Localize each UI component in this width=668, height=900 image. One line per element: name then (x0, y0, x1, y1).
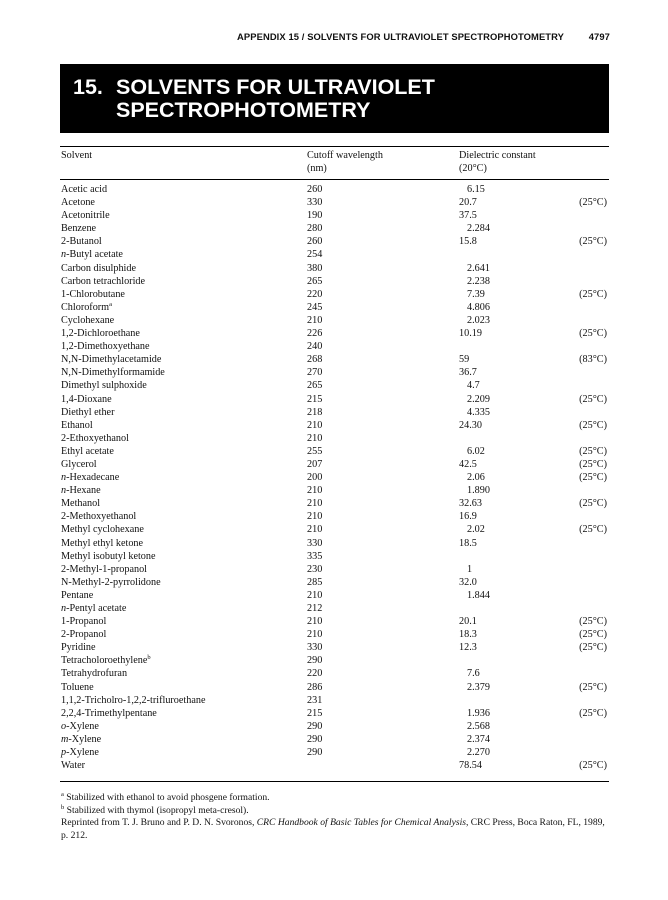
dielectric-constant: 15.8 (459, 236, 477, 248)
table-row (0, 602, 668, 615)
table-top-rule (60, 146, 609, 147)
table-row (0, 615, 668, 628)
dielectric-constant: 2.023 (467, 314, 490, 326)
dielectric-constant: 2.641 (467, 262, 490, 274)
temperature-note: (25°C) (579, 629, 607, 641)
cutoff-wavelength: 380 (307, 262, 323, 274)
solvent-name-text: Acetone (61, 197, 95, 209)
solvent-name (61, 419, 93, 432)
dielectric-constant: 1.890 (467, 485, 490, 497)
table-row (0, 209, 668, 222)
table-row (0, 314, 668, 327)
solvent-name-text: Toluene (61, 681, 94, 693)
solvent-name-text: Ethyl acetate (61, 445, 114, 457)
cutoff-wavelength: 290 (307, 655, 323, 667)
table-row (0, 550, 668, 563)
solvent-name (61, 314, 114, 327)
solvent-name (61, 262, 136, 275)
dielectric-constant: 37.5 (459, 210, 477, 222)
dielectric-constant: 2.374 (467, 733, 490, 745)
table-row (0, 523, 668, 536)
solvent-name-text: -Butyl acetate (66, 249, 123, 261)
dielectric-constant: 2.379 (467, 681, 490, 693)
dielectric-constant: 2.284 (467, 223, 490, 235)
solvent-name-text: -Xylene (66, 720, 99, 732)
table-row (0, 759, 668, 772)
dielectric-constant: 6.02 (467, 445, 485, 457)
solvent-name (61, 563, 147, 576)
cutoff-wavelength: 260 (307, 236, 323, 248)
solvent-name (61, 510, 136, 523)
cutoff-wavelength: 215 (307, 393, 323, 405)
section-title-band (60, 64, 609, 133)
temperature-note: (25°C) (579, 328, 607, 340)
dielectric-constant: 20.7 (459, 197, 477, 209)
temperature-note: (25°C) (579, 760, 607, 772)
cutoff-wavelength: 220 (307, 288, 323, 300)
cutoff-wavelength: 230 (307, 563, 323, 575)
isomer-prefix: o (61, 720, 67, 732)
solvent-name (61, 497, 100, 510)
cutoff-wavelength: 285 (307, 576, 323, 588)
table-row (0, 589, 668, 602)
dielectric-constant: 16.9 (459, 511, 477, 523)
dielectric-constant: 4.335 (467, 406, 490, 418)
dielectric-constant: 10.19 (459, 328, 482, 340)
solvent-name-text: Water (61, 760, 86, 772)
cutoff-wavelength: 290 (307, 747, 323, 759)
solvent-name-text: Dimethyl sulphoxide (61, 380, 147, 392)
solvent-name-text: Acetonitrile (61, 210, 110, 222)
table-row (0, 707, 668, 720)
solvent-name (61, 327, 140, 340)
solvent-name-text: 2-Ethoxyethanol (61, 432, 129, 444)
cutoff-wavelength: 190 (307, 210, 323, 222)
cutoff-wavelength: 280 (307, 223, 323, 235)
temperature-note: (25°C) (579, 498, 607, 510)
table-row (0, 288, 668, 301)
cutoff-wavelength: 210 (307, 432, 323, 444)
table-row (0, 262, 668, 275)
solvent-name-text: Tetrahydrofuran (61, 668, 128, 680)
table-row (0, 628, 668, 641)
temperature-note: (25°C) (579, 681, 607, 693)
dielectric-constant: 2.209 (467, 393, 490, 405)
solvent-name-text: 1,4-Dioxane (61, 393, 112, 405)
table-header-rule (60, 179, 609, 180)
dielectric-constant: 7.6 (467, 668, 480, 680)
solvent-name-text: N,N-Dimethylformamide (61, 367, 165, 379)
cutoff-wavelength: 210 (307, 498, 323, 510)
solvent-name (61, 537, 143, 550)
solvent-name-text: 1,2-Dimethoxyethane (61, 341, 150, 353)
solvent-name-text: Methyl ethyl ketone (61, 537, 144, 549)
cutoff-wavelength: 200 (307, 472, 323, 484)
dielectric-constant: 20.1 (459, 616, 477, 628)
solvent-name (61, 615, 106, 628)
cutoff-wavelength: 290 (307, 733, 323, 745)
solvent-name-text: Carbon tetrachloride (61, 275, 146, 287)
table-row (0, 694, 668, 707)
solvent-name-text: 2-Methyl-1-propanol (61, 563, 148, 575)
page-number: 4797 (588, 31, 610, 42)
table-row (0, 681, 668, 694)
running-header (60, 31, 610, 45)
cutoff-wavelength: 270 (307, 367, 323, 379)
isomer-prefix: n (61, 485, 67, 497)
dielectric-constant: 78.54 (459, 760, 482, 772)
dielectric-constant: 18.3 (459, 629, 477, 641)
cutoff-wavelength: 210 (307, 524, 323, 536)
dielectric-constant: 32.63 (459, 498, 482, 510)
solvent-name (61, 654, 151, 667)
footnote-marker: b (147, 654, 151, 662)
cutoff-wavelength: 220 (307, 668, 323, 680)
table-row (0, 419, 668, 432)
table-row (0, 379, 668, 392)
solvent-name-text: Carbon disulphide (61, 262, 136, 274)
table-row (0, 340, 668, 353)
solvent-name (61, 301, 112, 314)
solvent-name-text: Acetic acid (61, 184, 108, 195)
table-row (0, 733, 668, 746)
solvent-name (61, 550, 156, 563)
dielectric-constant: 1 (467, 563, 473, 575)
temperature-note: (25°C) (579, 393, 607, 405)
cutoff-wavelength: 212 (307, 603, 323, 614)
cutoff-wavelength: 330 (307, 642, 323, 654)
cutoff-wavelength: 207 (307, 458, 323, 470)
solvent-name (61, 681, 94, 694)
table-row (0, 497, 668, 510)
solvent-name (61, 602, 126, 615)
dielectric-constant: 59 (459, 354, 470, 366)
table-row (0, 641, 668, 654)
table-row (0, 720, 668, 733)
solvent-name-text: -Hexane (66, 485, 101, 497)
temperature-note: (25°C) (579, 288, 607, 300)
cutoff-wavelength: 255 (307, 445, 323, 457)
table-row (0, 537, 668, 550)
solvent-name (61, 288, 125, 301)
solvent-name (61, 353, 161, 366)
solvent-name-text: 2-Propanol (61, 629, 107, 641)
solvent-name (61, 458, 97, 471)
isomer-prefix: n (61, 603, 67, 614)
temperature-note: (25°C) (579, 707, 607, 719)
table-row (0, 563, 668, 576)
isomer-prefix: n (61, 472, 67, 484)
table-row (0, 235, 668, 248)
temperature-note: (25°C) (579, 472, 607, 484)
solvent-name-text: Benzene (61, 223, 97, 235)
isomer-prefix: n (61, 249, 67, 261)
cutoff-wavelength: 218 (307, 406, 323, 418)
dielectric-constant: 2.06 (467, 472, 485, 484)
section-number: 15. (73, 75, 103, 99)
cutoff-wavelength: 210 (307, 589, 323, 601)
dielectric-constant: 4.806 (467, 301, 490, 313)
table-row (0, 471, 668, 484)
table-row (0, 275, 668, 288)
cutoff-wavelength: 245 (307, 301, 323, 313)
cutoff-wavelength: 231 (307, 694, 323, 706)
isomer-prefix: m (61, 733, 69, 745)
solvent-name-text: 1-Propanol (61, 616, 107, 628)
temperature-note: (25°C) (579, 616, 607, 628)
solvent-name (61, 720, 99, 733)
solvent-name (61, 379, 147, 392)
dielectric-constant: 7.39 (467, 288, 485, 300)
table-row (0, 432, 668, 445)
solvent-name (61, 641, 96, 654)
table-row (0, 445, 668, 458)
dielectric-constant: 12.3 (459, 642, 477, 654)
solvent-name (61, 759, 85, 772)
dielectric-constant: 6.15 (467, 184, 485, 195)
temperature-note: (25°C) (579, 445, 607, 457)
solvent-name (61, 183, 107, 196)
cutoff-wavelength: 226 (307, 328, 323, 340)
table-row (0, 484, 668, 497)
table-row (0, 667, 668, 680)
cutoff-wavelength: 286 (307, 681, 323, 693)
reprint-source: Reprinted from T. J. Bruno and P. D. N. Svoronos, CRC Handbook of Basic Tables for Chemical Analysis, CRC Press, Boca Raton, FL, 1989, p. 212. (61, 817, 605, 841)
solvent-name (61, 576, 161, 589)
cutoff-wavelength: 210 (307, 629, 323, 641)
table-row (0, 327, 668, 340)
solvent-name-text: Diethyl ether (61, 406, 115, 418)
solvent-name-text: 2-Butanol (61, 236, 102, 248)
cutoff-wavelength: 330 (307, 537, 323, 549)
solvent-name (61, 222, 96, 235)
solvent-name (61, 471, 119, 484)
temperature-note: (25°C) (579, 458, 607, 470)
footnote-marker: a (109, 300, 112, 308)
dielectric-constant: 24.30 (459, 419, 482, 431)
cutoff-wavelength: 210 (307, 511, 323, 523)
section-title-line2: SPECTROPHOTOMETRY (116, 98, 371, 122)
cutoff-wavelength: 240 (307, 341, 323, 353)
table-row (0, 248, 668, 261)
cutoff-wavelength: 254 (307, 249, 323, 261)
table-row (0, 510, 668, 523)
dielectric-constant: 42.5 (459, 458, 477, 470)
dielectric-constant: 4.7 (467, 380, 480, 392)
footnotes (61, 792, 611, 842)
solvent-name (61, 248, 123, 261)
footnote-b: $^b$ Stabilized with thymol (isopropyl meta-cresol). (61, 803, 249, 816)
table-row (0, 353, 668, 366)
solvent-name-text: 1,1,2-Tricholro-1,2,2-trifluroethane (61, 694, 206, 706)
solvent-name-text: 2,2,4-Trimethylpentane (61, 707, 157, 719)
solvent-name-text: Pyridine (61, 642, 96, 654)
table-row (0, 393, 668, 406)
solvent-name (61, 707, 157, 720)
dielectric-constant: 32.0 (459, 576, 477, 588)
dielectric-constant: 2.270 (467, 747, 490, 759)
solvent-name (61, 445, 114, 458)
solvent-name (61, 694, 205, 707)
table-row (0, 406, 668, 419)
solvent-name-text: 1-Chlorobutane (61, 288, 125, 300)
solvent-name (61, 484, 101, 497)
solvent-name (61, 275, 145, 288)
solvent-name-text: Ethanol (61, 419, 93, 431)
cutoff-wavelength: 268 (307, 354, 323, 366)
table-row (0, 654, 668, 667)
footnote-a: $^a$ Stabilized with ethanol to avoid phosgene formation. (61, 791, 270, 803)
table-bottom-rule (60, 781, 609, 782)
cutoff-wavelength: 265 (307, 380, 323, 392)
solvent-name (61, 746, 99, 759)
cutoff-wavelength: 210 (307, 419, 323, 431)
table-row (0, 222, 668, 235)
temperature-note: (25°C) (579, 524, 607, 536)
dielectric-constant: 18.5 (459, 537, 477, 549)
solvent-name (61, 406, 114, 419)
solvent-name (61, 628, 106, 641)
solvent-name-text: Tetracholoroethylene (61, 655, 148, 667)
solvent-name-text: Methyl cyclohexane (61, 524, 144, 536)
cutoff-wavelength: 330 (307, 197, 323, 209)
column-header-solvent: Solvent (61, 150, 93, 161)
table-row (0, 366, 668, 379)
table-row (0, 196, 668, 209)
table-row (0, 746, 668, 759)
cutoff-wavelength: 215 (307, 707, 323, 719)
cutoff-wavelength: 260 (307, 184, 323, 195)
table-body (0, 183, 668, 772)
solvent-name-text: N,N-Dimethylacetamide (61, 354, 162, 366)
cutoff-wavelength: 290 (307, 720, 323, 732)
section-title-line1: SOLVENTS FOR ULTRAVIOLET (116, 75, 435, 99)
cutoff-wavelength: 210 (307, 616, 323, 628)
table-row (0, 183, 668, 196)
solvent-name-text: Methyl isobutyl ketone (61, 550, 156, 562)
solvent-name-text: 1,2-Dichloroethane (61, 328, 140, 340)
solvent-name (61, 209, 110, 222)
table-row (0, 301, 668, 314)
dielectric-constant: 2.238 (467, 275, 490, 287)
solvent-name (61, 366, 165, 379)
dielectric-constant: 2.568 (467, 720, 490, 732)
solvent-name (61, 523, 144, 536)
temperature-note: (25°C) (579, 197, 607, 209)
temperature-note: (83°C) (579, 354, 607, 366)
solvent-name (61, 393, 112, 406)
solvent-name-text: Methanol (61, 498, 101, 510)
solvent-name-text: Glycerol (61, 458, 97, 470)
solvent-name (61, 589, 93, 602)
solvent-name (61, 432, 129, 445)
temperature-note: (25°C) (579, 642, 607, 654)
temperature-note: (25°C) (579, 236, 607, 248)
solvent-name (61, 667, 127, 680)
cutoff-wavelength: 210 (307, 485, 323, 497)
solvent-name-text: -Pentyl acetate (66, 603, 127, 614)
dielectric-constant: 1.844 (467, 589, 490, 601)
solvent-name-text: Cyclohexane (61, 314, 115, 326)
column-header-cutoff: Cutoff wavelength (nm) (307, 150, 383, 174)
solvent-name-text: Chloroform (61, 301, 110, 313)
solvent-name-text: Pentane (61, 589, 94, 601)
column-header-dielectric: Dielectric constant (20°C) (459, 150, 536, 174)
solvent-name-text: -Hexadecane (66, 472, 120, 484)
solvent-name-text: -Xylene (68, 733, 102, 745)
solvent-name (61, 196, 95, 209)
temperature-note: (25°C) (579, 419, 607, 431)
solvent-name-text: -Xylene (66, 747, 99, 759)
solvent-name-text: N-Methyl-2-pyrrolidone (61, 576, 161, 588)
dielectric-constant: 2.02 (467, 524, 485, 536)
solvent-name (61, 340, 150, 353)
solvent-name (61, 235, 102, 248)
dielectric-constant: 1.936 (467, 707, 490, 719)
isomer-prefix: p (61, 747, 67, 759)
solvent-name (61, 733, 101, 746)
cutoff-wavelength: 335 (307, 550, 323, 562)
dielectric-constant: 36.7 (459, 367, 477, 379)
solvent-name-text: 2-Methoxyethanol (61, 511, 137, 523)
table-row (0, 576, 668, 589)
table-row (0, 458, 668, 471)
cutoff-wavelength: 210 (307, 314, 323, 326)
running-title: APPENDIX 15 / SOLVENTS FOR ULTRAVIOLET SPECTROPHOTOMETRY (237, 31, 564, 42)
cutoff-wavelength: 265 (307, 275, 323, 287)
